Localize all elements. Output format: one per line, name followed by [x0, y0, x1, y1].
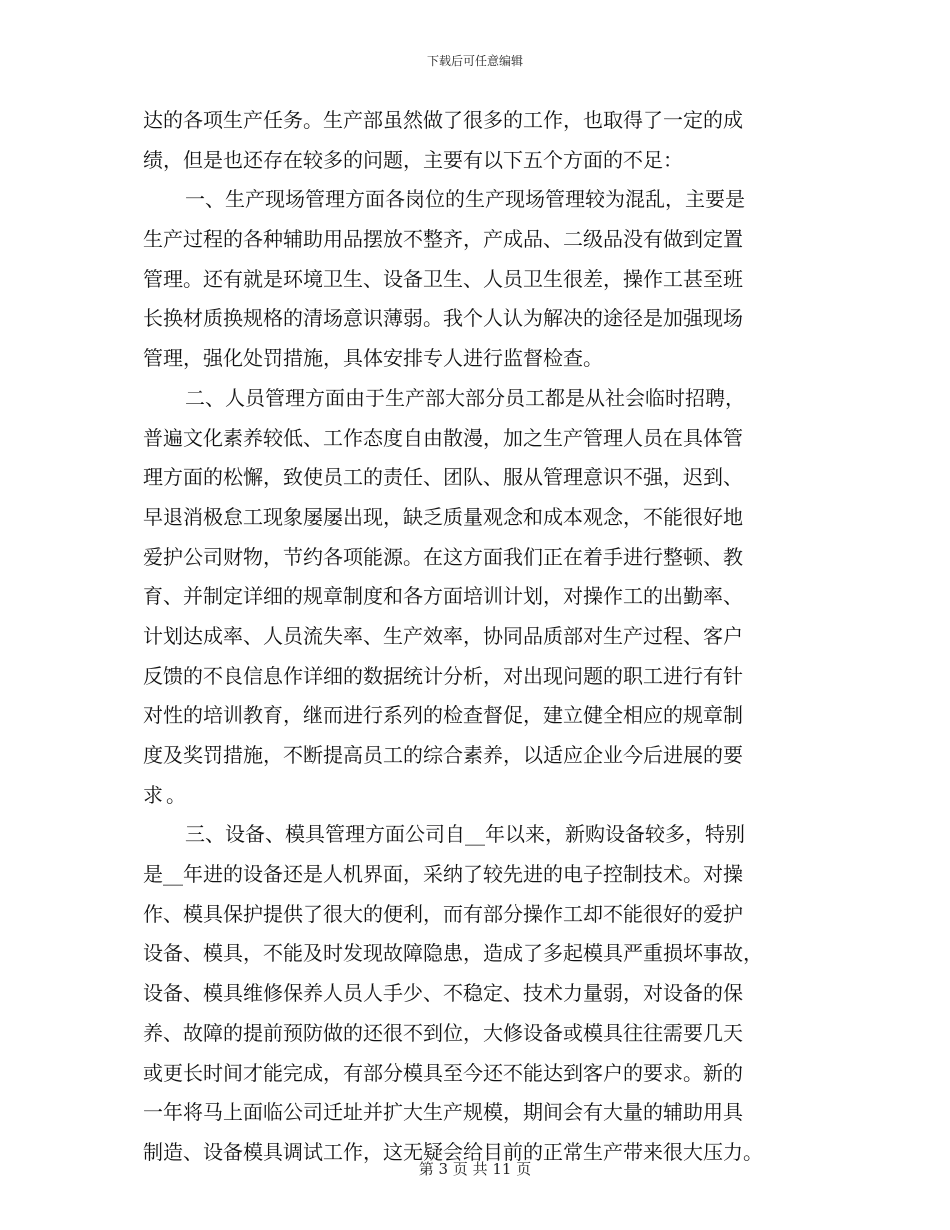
text-line: 制造、设备模具调试工作，这无疑会给目前的正常生产带来很大压力。: [143, 1139, 763, 1164]
paragraph-first-line: 三、设备、模具管理方面公司自__年以来，新购设备较多，特别: [185, 822, 745, 847]
text-line: 达的各项生产任务。生产部虽然做了很多的工作，也取得了一定的成: [143, 108, 743, 132]
text-line: 早退消极怠工现象屡屡出现，缺乏质量观念和成本观念，不能很好地: [143, 504, 743, 529]
text-line: 计划达成率、人员流失率、生产效率，协同品质部对生产过程、客户: [143, 623, 743, 648]
text-line: 绩，但是也还存在较多的问题，主要有以下五个方面的不足：: [143, 147, 683, 172]
page-number: 第 3 页 共 11 页: [418, 1160, 532, 1178]
page-header: 下载后可任意编辑: [426, 54, 523, 68]
paragraph-first-line: 一、生产现场管理方面各岗位的生产现场管理较为混乱，主要是: [185, 187, 745, 212]
text-line: 求。: [143, 782, 189, 807]
document-body: [143, 101, 809, 1173]
text-line: 生产过程的各种辅助用品摆放不整齐，产成品、二级品没有做到定置: [143, 227, 743, 252]
text-line: 是__年进的设备还是人机界面，采纳了较先进的电子控制技术。对操: [143, 862, 743, 887]
text-line: 度及奖罚措施，不断提高员工的综合素养，以适应企业今后进展的要: [143, 743, 743, 767]
text-line: 设备、模具维修保养人员人手少、不稳定、技术力量弱，对设备的保: [143, 981, 743, 1006]
text-line: 管理。还有就是环境卫生、设备卫生、人员卫生很差，操作工甚至班: [143, 266, 743, 291]
text-line: 反馈的不良信息作详细的数据统计分析，对出现问题的职工进行有针: [143, 663, 743, 688]
text-line: 普遍文化素养较低、工作态度自由散漫，加之生产管理人员在具体管: [143, 425, 743, 450]
text-line: 设备、模具，不能及时发现故障隐患，造成了多起模具严重损坏事故，: [143, 941, 763, 966]
text-line: 管理，强化处罚措施，具体安排专人进行监督检查。: [143, 346, 603, 371]
text-line: 对性的培训教育，继而进行系列的检查督促，建立健全相应的规章制: [143, 703, 743, 728]
text-line: 一年将马上面临公司迁址并扩大生产规模，期间会有大量的辅助用具: [143, 1100, 743, 1125]
text-line: 育、并制定详细的规章制度和各方面培训计划，对操作工的出勤率、: [143, 584, 743, 609]
paragraph-first-line: 二、人员管理方面由于生产部大部分员工都是从社会临时招聘，: [185, 385, 745, 410]
text-line: 养、故障的提前预防做的还很不到位，大修设备或模具往往需要几天: [143, 1020, 743, 1045]
text-line: 长换材质换规格的清场意识薄弱。我个人认为解决的途径是加强现场: [143, 306, 743, 331]
text-line: 理方面的松懈，致使员工的责任、团队、服从管理意识不强，迟到、: [143, 465, 743, 490]
text-line: 作、模具保护提供了很大的便利，而有部分操作工却不能很好的爱护: [143, 901, 743, 926]
text-line: 爱护公司财物，节约各项能源。在这方面我们正在着手进行整顿、教: [143, 544, 743, 569]
text-line: 或更长时间才能完成，有部分模具至今还不能达到客户的要求。新的: [143, 1060, 743, 1085]
